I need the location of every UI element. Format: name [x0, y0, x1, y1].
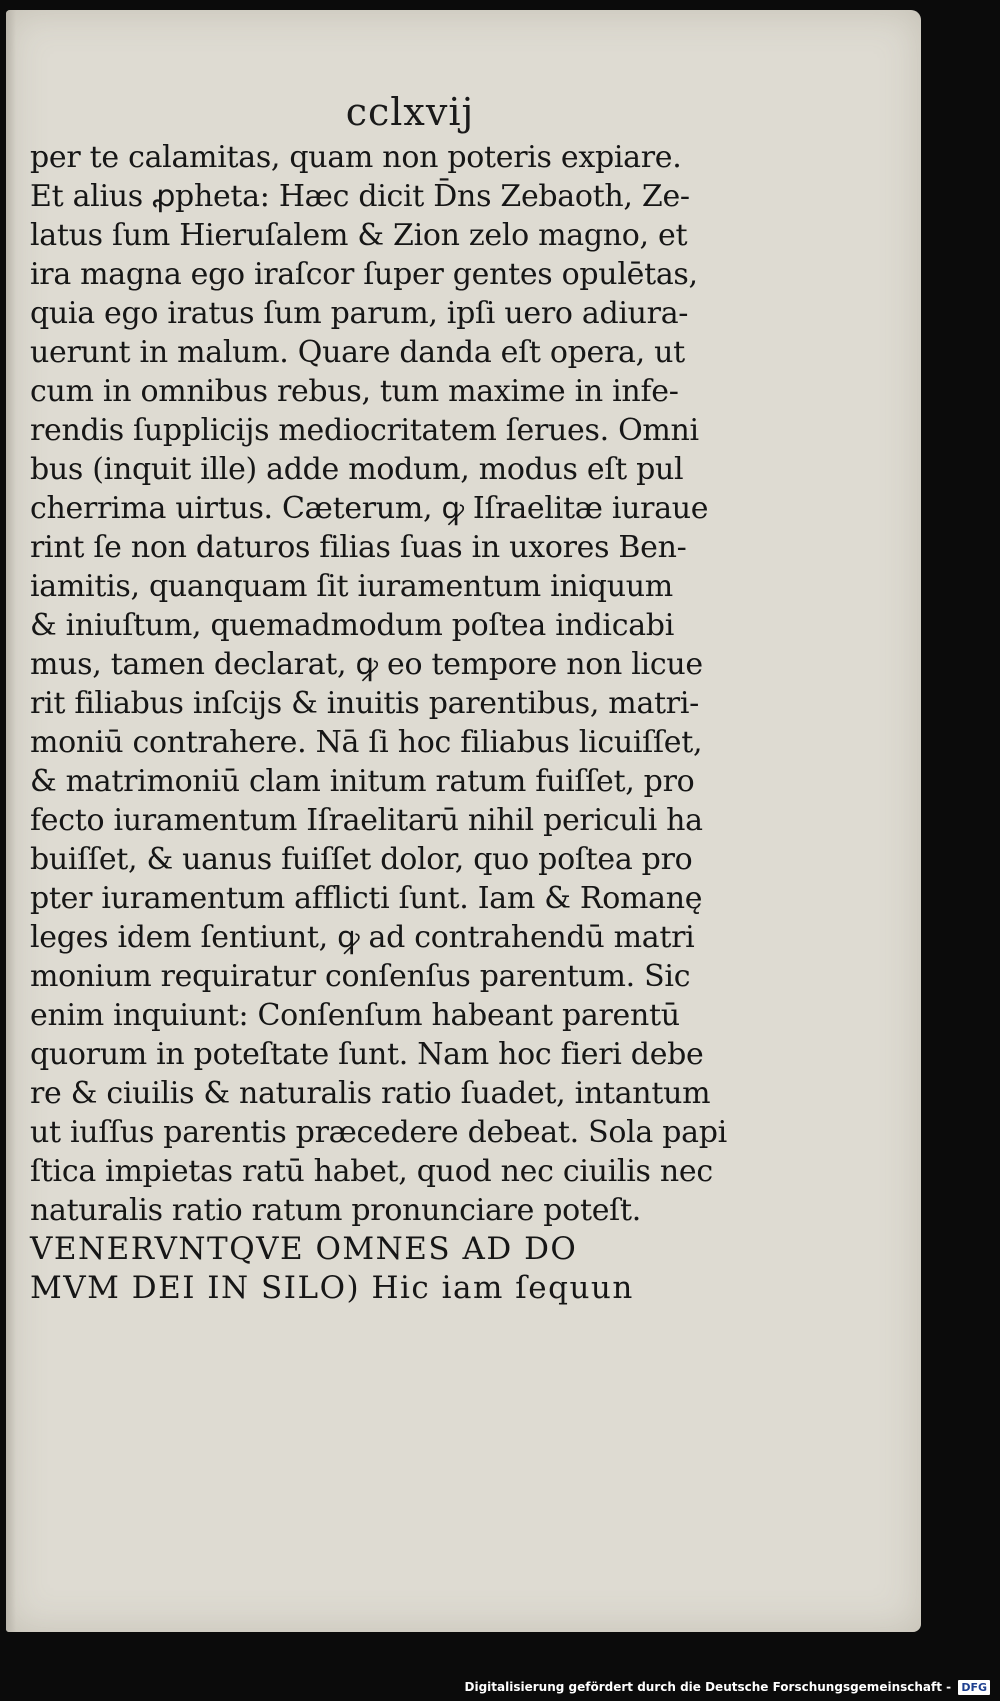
text-line: ſtica impietas ratū habet, quod nec ciuilis nec [30, 1154, 713, 1189]
text-line: & matrimoniū clam initum ratum fuiſſet, pro [30, 764, 695, 799]
text-line: enim inquiunt: Conſenſum habeant parentū [30, 998, 680, 1033]
text-line: buiſſet, & uanus fuiſſet dolor, quo poſtea pro [30, 842, 693, 877]
page-edge-shadow [6, 10, 16, 1632]
page-number: cclxvij [345, 90, 475, 134]
text-line: naturalis ratio ratum pronunciare poteſt. [30, 1193, 641, 1228]
text-line: iamitis, quanquam ſit iuramentum iniquum [30, 569, 673, 604]
text-line: rint ſe non daturos filias ſuas in uxores Ben- [30, 530, 687, 565]
text-line: monium requiratur conſenſus parentum. Sic [30, 959, 691, 994]
text-line: uerunt in malum. Quare danda eſt opera, ut [30, 335, 685, 370]
text-line: quia ego iratus ſum parum, ipſi uero adiura- [30, 296, 689, 331]
text-line: leges idem ſentiunt, ꝙ ad contrahendū matri [30, 920, 695, 955]
text-line-capitals: MVM DEI IN SILO) Hic iam ſequun [30, 1270, 634, 1306]
text-line: cum in omnibus rebus, tum maxime in infe- [30, 374, 679, 409]
text-line: bus (inquit ille) adde modum, modus eſt pul [30, 452, 684, 487]
text-line: moniū contrahere. Nā ſi hoc filiabus licuiſſet, [30, 725, 703, 760]
text-line: & iniuſtum, quemadmodum poſtea indicabi [30, 608, 675, 643]
text-line: pter iuramentum afflicti ſunt. Iam & Romanę [30, 881, 703, 916]
body-text [30, 138, 770, 1308]
text-line: cherrima uirtus. Cæterum, ꝙ Iſraelitæ iurauе [30, 491, 709, 526]
text-line-capitals: VENERVNTQVE OMNES AD DO [30, 1231, 578, 1267]
text-line: rendis ſupplicijs mediocritatem ſerues. Omni [30, 413, 699, 448]
text-line: quorum in poteſtate ſunt. Nam hoc fieri debe [30, 1037, 704, 1072]
text-line: mus, tamen declarat, ꝙ eo tempore non licue [30, 647, 703, 682]
text-line: latus ſum Hieruſalem & Zion zelo magno, et [30, 218, 688, 253]
dfg-logo: DFG [958, 1680, 990, 1695]
text-line: per te calamitas, quam non poteris expiare. [30, 140, 682, 175]
text-line: ira magna ego iraſcor ſuper gentes opulētas, [30, 257, 698, 292]
text-line: fecto iuramentum Iſraelitarū nihil periculi ha [30, 803, 703, 838]
text-line: ut iuſſus parentis præcedere debeat. Sola papi [30, 1115, 727, 1150]
text-line: Et alius ꝓpheta: Hæc dicit D̄ns Zebaoth, Ze- [30, 179, 690, 214]
credit-text: Digitalisierung gefördert durch die Deutsche Forschungsgemeinschaft - [464, 1680, 952, 1694]
digitization-credit [465, 1677, 990, 1697]
text-line: re & ciuilis & naturalis ratio ſuadet, intantum [30, 1076, 711, 1111]
text-line: rit filiabus inſcijs & inuitis parentibus, matri- [30, 686, 699, 721]
